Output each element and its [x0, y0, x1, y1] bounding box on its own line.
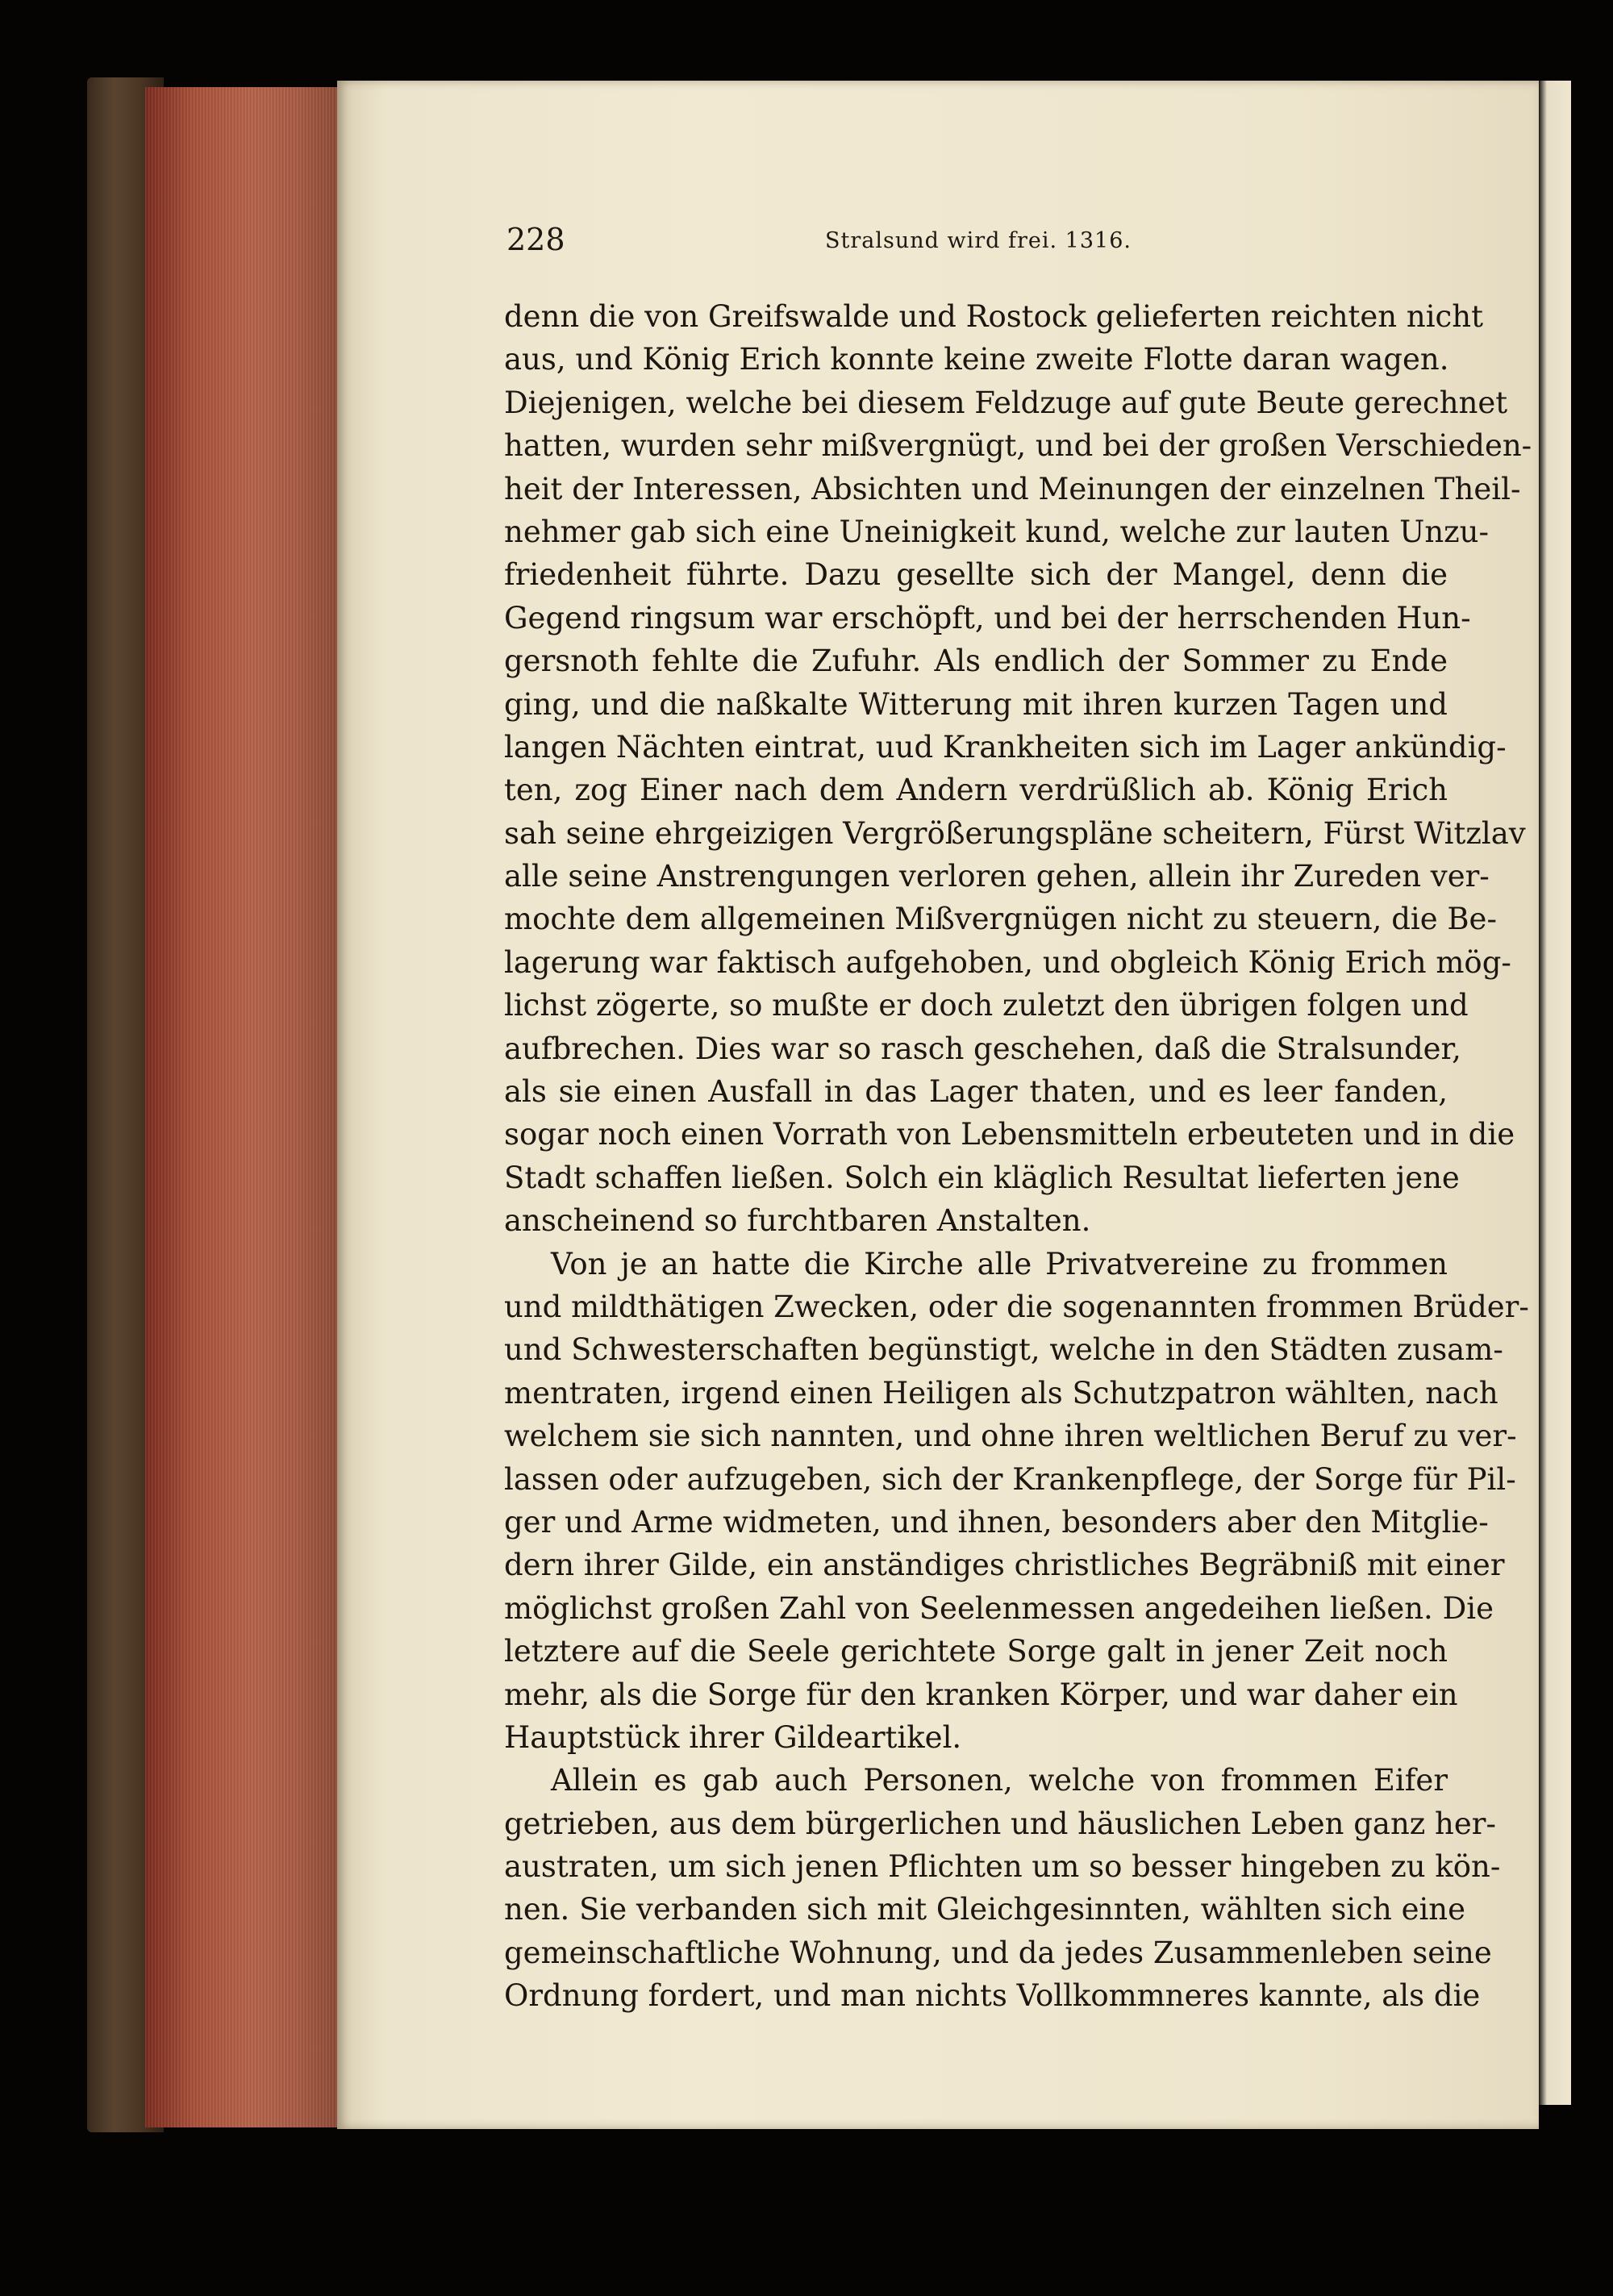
paragraph	[504, 1243, 1529, 1760]
text-line: Allein es gab auch Personen, welche von frommen Eifer	[551, 1763, 1448, 1798]
paragraph	[504, 295, 1532, 1243]
text-line: ten, zog Einer nach dem Andern verdrüßlich ab. König Erich	[504, 773, 1448, 808]
text-line: aufbrechen. Dies war so rasch geschehen, daß die Stralsunder,	[504, 1031, 1461, 1066]
text-line: dern ihrer Gilde, ein anständiges christliches Begräbniß mit einer	[504, 1548, 1505, 1583]
text-line: langen Nächten eintrat, uud Krankheiten sich im Lager ankündig-	[504, 729, 1507, 765]
text-line: gemeinschaftliche Wohnung, und da jedes Zusammenleben seine	[504, 1935, 1492, 1970]
text-line: austraten, um sich jenen Pflichten um so besser hingeben zu kön-	[504, 1849, 1501, 1885]
text-line: Diejenigen, welche bei diesem Feldzuge auf gute Beute gerechnet	[504, 385, 1508, 420]
text-line: lichst zögerte, so mußte er doch zuletzt den übrigen folgen und	[504, 988, 1469, 1023]
text-line: nen. Sie verbanden sich mit Gleichgesinnten, wählten sich eine	[504, 1892, 1466, 1927]
text-line: aus, und König Erich konnte keine zweite Flotte daran wagen.	[504, 342, 1449, 377]
body-text	[504, 295, 1532, 2018]
text-line: mehr, als die Sorge für den kranken Körper, und war daher ein	[504, 1677, 1458, 1712]
text-line: hatten, wurden sehr mißvergnügt, und bei der großen Verschieden-	[504, 428, 1532, 464]
text-line: nehmer gab sich eine Uneinigkeit kund, welche zur lauten Unzu-	[504, 514, 1489, 549]
text-line: letztere auf die Seele gerichtete Sorge galt in jener Zeit noch	[504, 1634, 1448, 1669]
text-line: und mildthätigen Zwecken, oder die sogenannten frommen Brüder-	[504, 1289, 1529, 1324]
text-line: als sie einen Ausfall in das Lager thaten, und es leer fanden,	[504, 1074, 1448, 1110]
text-line: Stadt schaffen ließen. Solch ein kläglich Resultat lieferten jene	[504, 1160, 1460, 1195]
page-header	[506, 219, 1442, 260]
text-line: ger und Arme widmeten, und ihnen, besonders aber den Mitglie-	[504, 1504, 1489, 1540]
text-line: lagerung war faktisch aufgehoben, und obgleich König Erich mög-	[504, 944, 1511, 980]
text-line: Ordnung fordert, und man nichts Vollkommneres kannte, als die	[504, 1978, 1481, 2014]
text-line: lassen oder aufzugeben, sich der Krankenpflege, der Sorge für Pil-	[504, 1461, 1516, 1497]
text-line: sah seine ehrgeizigen Vergrößerungspläne scheitern, Fürst Witzlav	[504, 815, 1526, 851]
text-line: Hauptstück ihrer Gildeartikel.	[504, 1719, 962, 1755]
text-line: getrieben, aus dem bürgerlichen und häuslichen Leben ganz her-	[504, 1806, 1496, 1841]
text-line: mentraten, irgend einen Heiligen als Schutzpatron wählten, nach	[504, 1375, 1498, 1411]
text-line: friedenheit führte. Dazu gesellte sich der Mangel, denn die	[504, 557, 1448, 593]
text-line: gersnoth fehlte die Zufuhr. Als endlich der Sommer zu Ende	[504, 644, 1448, 679]
text-line: möglichst großen Zahl von Seelenmessen angedeihen ließen. Die	[504, 1590, 1494, 1626]
running-title: Stralsund wird frei. 1316.	[825, 228, 1132, 253]
text-line: alle seine Anstrengungen verloren gehen, allein ihr Zureden ver-	[504, 859, 1490, 894]
text-line: und Schwesterschaften begünstigt, welche in den Städten zusam-	[504, 1332, 1503, 1368]
text-line: Von je an hatte die Kirche alle Privatvereine zu frommen	[551, 1246, 1448, 1281]
page-edges	[145, 87, 339, 2127]
facing-page-edge	[1539, 81, 1571, 2105]
text-line: heit der Interessen, Absichten und Meinungen der einzelnen Theil-	[504, 471, 1521, 506]
text-line: ging, und die naßkalte Witterung mit ihren kurzen Tagen und	[504, 686, 1448, 722]
text-line: sogar noch einen Vorrath von Lebensmitteln erbeuteten und in die	[504, 1117, 1515, 1152]
text-line: anscheinend so furchtbaren Anstalten.	[504, 1203, 1091, 1239]
page-number: 228	[506, 222, 565, 257]
paragraph	[504, 1759, 1501, 2017]
text-line: Gegend ringsum war erschöpft, und bei der herrschenden Hun-	[504, 600, 1471, 635]
text-line: mochte dem allgemeinen Mißvergnügen nicht zu steuern, die Be-	[504, 902, 1497, 937]
text-line: welchem sie sich nannten, und ohne ihren weltlichen Beruf zu ver-	[504, 1419, 1517, 1454]
text-line: denn die von Greifswalde und Rostock gelieferten reichten nicht	[504, 299, 1483, 334]
